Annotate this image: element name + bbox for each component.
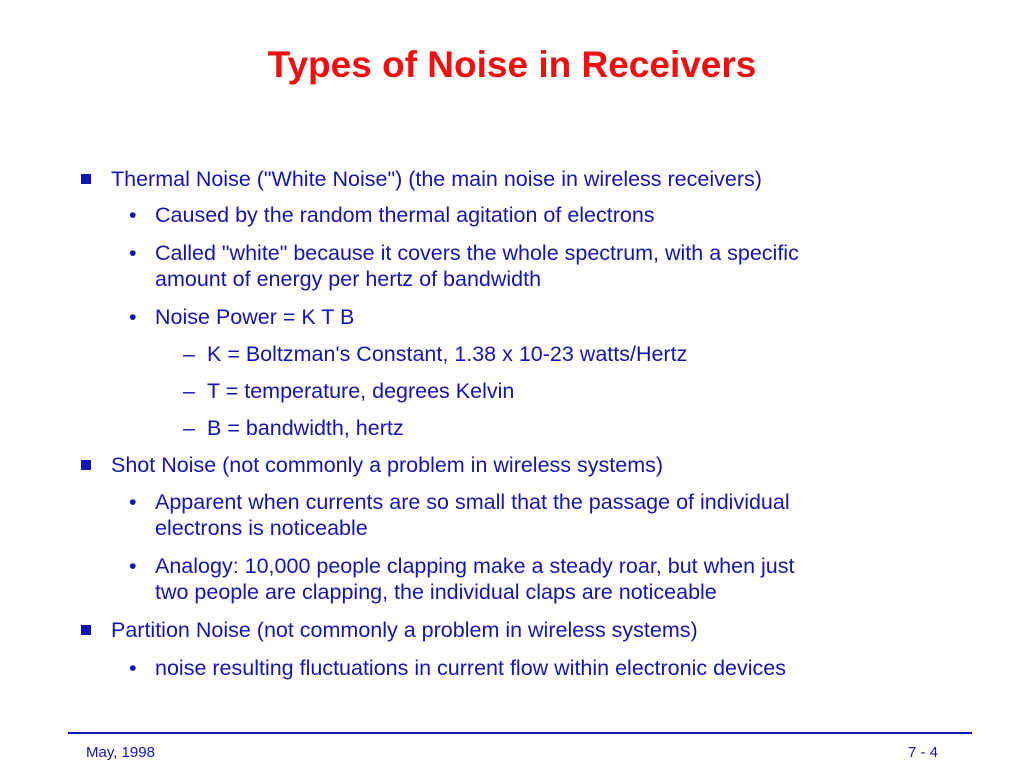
dot-bullet-icon: • <box>129 554 137 578</box>
slide-title: Types of Noise in Receivers <box>267 44 757 85</box>
sub-bullet-apparent-continued <box>155 515 368 541</box>
footer-date: May, 1998 <box>86 744 155 761</box>
bullet-text: noise resulting fluctuations in current flow within electronic devices <box>155 656 786 680</box>
sub-bullet-called-white-continued <box>155 266 541 292</box>
bullet-text: two people are clapping, the individual claps are noticeable <box>155 580 717 604</box>
dot-bullet-icon: • <box>129 305 137 329</box>
dot-bullet-icon: • <box>129 490 137 514</box>
bullet-thermal-noise <box>111 166 762 192</box>
dot-bullet-icon: • <box>129 241 137 265</box>
bullet-text: Partition Noise (not commonly a problem in wireless systems) <box>111 618 698 642</box>
square-bullet-icon <box>81 174 91 184</box>
sub-sub-bullet-k <box>183 341 688 367</box>
sub-bullet-fluctuations <box>129 655 786 681</box>
dash-bullet-icon: – <box>183 379 195 403</box>
bullet-text: T = temperature, degrees Kelvin <box>207 379 515 403</box>
sub-bullet-noise-power <box>129 304 355 330</box>
bullet-text: Called "white" because it covers the whole spectrum, with a specific <box>155 241 799 265</box>
square-bullet-icon <box>81 460 91 470</box>
bullet-text: Thermal Noise ("White Noise") (the main noise in wireless receivers) <box>111 167 762 191</box>
sub-sub-bullet-t <box>183 378 515 404</box>
bullet-text: Analogy: 10,000 people clapping make a steady roar, but when just <box>155 554 795 578</box>
sub-bullet-caused-by <box>129 202 655 228</box>
bullet-text: electrons is noticeable <box>155 516 368 540</box>
dot-bullet-icon: • <box>129 656 137 680</box>
sub-bullet-analogy <box>129 553 795 579</box>
sub-bullet-analogy-continued <box>155 579 717 605</box>
sub-sub-bullet-b <box>183 415 404 441</box>
bullet-text: amount of energy per hertz of bandwidth <box>155 267 542 291</box>
sub-bullet-called-white <box>129 240 799 266</box>
bullet-text: Apparent when currents are so small that the passage of individual <box>155 490 790 514</box>
dash-bullet-icon: – <box>183 416 195 440</box>
bullet-text: Caused by the random thermal agitation of electrons <box>155 203 655 227</box>
bullet-partition-noise <box>111 617 698 643</box>
sub-bullet-apparent <box>129 489 790 515</box>
square-bullet-icon <box>81 625 91 635</box>
page-number: 7 - 4 <box>907 744 938 761</box>
bullet-text: Shot Noise (not commonly a problem in wireless systems) <box>111 453 664 477</box>
bullet-text: B = bandwidth, hertz <box>207 416 404 440</box>
dot-bullet-icon: • <box>129 203 137 227</box>
bullet-text: Noise Power = K T B <box>155 305 355 329</box>
bullet-shot-noise <box>111 452 663 478</box>
dash-bullet-icon: – <box>183 342 195 366</box>
footer-divider <box>68 732 972 734</box>
bullet-text: K = Boltzman's Constant, 1.38 x 10-23 watts/Hertz <box>207 342 688 366</box>
